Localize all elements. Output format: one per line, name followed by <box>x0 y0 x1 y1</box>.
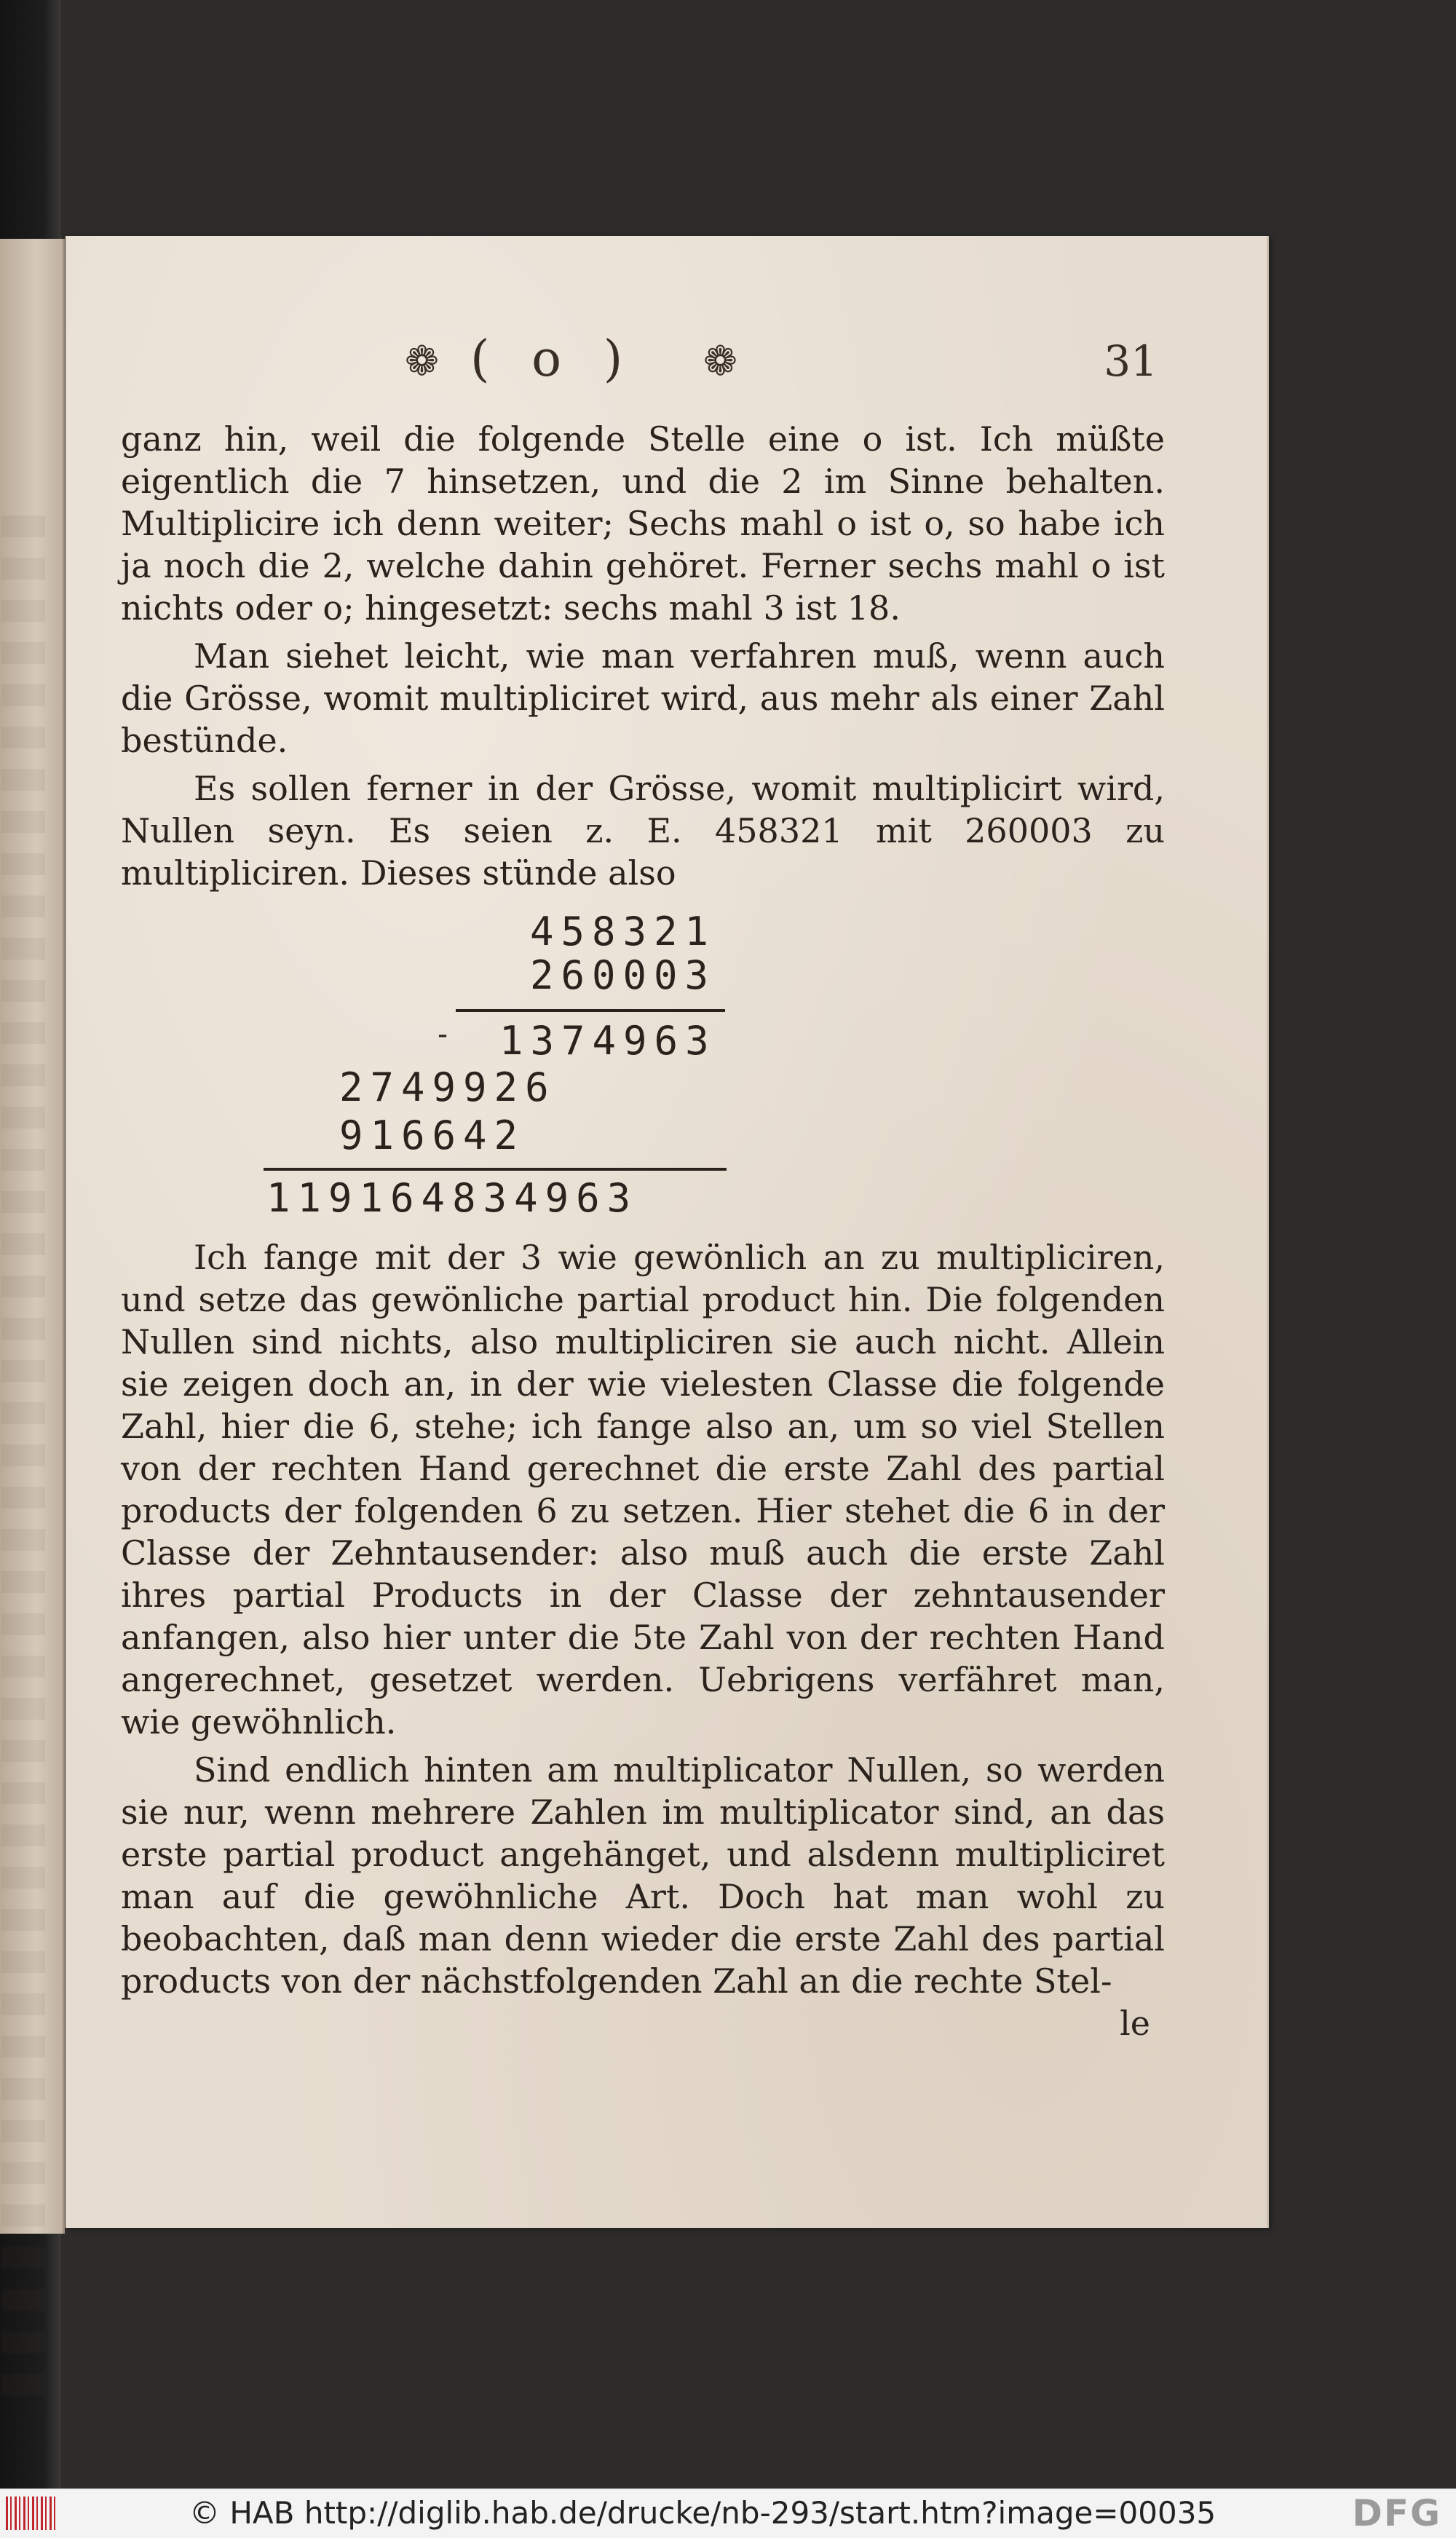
paragraph-1: ganz hin, weil die folgende Stelle eine o ist. Ich müßte eigentlich die 7 hinsetzen, und die 2 im Sinne behalten. Multiplicire ich denn weiter; Sechs mahl o ist o, so habe ich ja noch die 2, welche dahin gehöret. Ferner sechs mahl o ist nichts oder o; hingesetzt: sechs mahl 3 ist 18. <box>121 419 1165 628</box>
footer-bar <box>0 2488 1456 2538</box>
sum-rule <box>264 1168 727 1171</box>
partial-product-1: 1374963 <box>499 1018 716 1064</box>
partial-product-3: 916642 <box>339 1112 526 1158</box>
multiplicand: 458321 <box>530 909 716 954</box>
multiplication-example <box>121 909 1165 1229</box>
previous-page-edge <box>0 239 65 2234</box>
page-number: 31 <box>1104 336 1158 386</box>
page-header <box>121 331 1165 418</box>
page-content <box>121 331 1165 2043</box>
paragraph-3: Es sollen ferner in der Grösse, womit multiplicirt wird, Nullen seyn. Es seien z. E. 458321 mit 260003 zu multipliciren. Dieses stünde also <box>121 769 1165 893</box>
source-link[interactable]: © HAB http://diglib.hab.de/drucke/nb-293/start.htm?image=00035 <box>189 2495 1216 2531</box>
paragraph-5: Sind endlich hinten am multiplicator Nullen, so werden sie nur, wenn mehrere Zahlen im multiplicator sind, an das erste partial product angehänget, und alsdenn multipliciret man auf die gewöhnliche Art. Doch hat man wohl zu beobachten, daß man denn wieder die erste Zahl des partial products von der nächstfolgenden Zahl an die rechte Stel- <box>121 1750 1165 2001</box>
dfg-logo: DFG <box>1352 2492 1441 2534</box>
barcode-icon <box>6 2497 57 2530</box>
book-page <box>66 236 1267 2228</box>
multiplier: 260003 <box>530 952 716 998</box>
paragraph-2: Man siehet leicht, wie man verfahren muß, wenn auch die Grösse, womit multipliciret wird, aus mehr als einer Zahl bestünde. <box>121 636 1165 760</box>
flower-ornament-icon: ❁ <box>405 338 439 385</box>
previous-page-text-shadow <box>1 515 45 2408</box>
dash-mark: - <box>434 1018 452 1051</box>
header-title: ( o ) <box>470 331 636 388</box>
multiplication-rule <box>456 1009 725 1012</box>
final-product: 119164834963 <box>266 1175 638 1221</box>
paragraph-4: Ich fange mit der 3 wie gewönlich an zu multipliciren, und setze das gewönliche partial product hin. Die folgenden Nullen sind nichts, also multipliciren sie auch nicht. Allein sie zeigen doch an, in der wie vielesten Classe die folgende Zahl, hier die 6, stehe; ich fange also an, um so viel Stellen von der rechten Hand gerechnet die erste Zahl des partial products der folgenden 6 zu setzen. Hier stehet die 6 in der Classe der Zehntausender: also muß auch die erste Zahl ihres partial Products in der Classe der zehntausender anfangen, also hier unter die 5te Zahl von der rechten Hand angerechnet, gesetzet werden. Uebrigens verfähret man, wie gewöhnlich. <box>121 1238 1165 1742</box>
catchword: le <box>1120 2004 1150 2043</box>
flower-ornament-icon: ❁ <box>703 338 737 385</box>
partial-product-2: 2749926 <box>339 1064 556 1110</box>
